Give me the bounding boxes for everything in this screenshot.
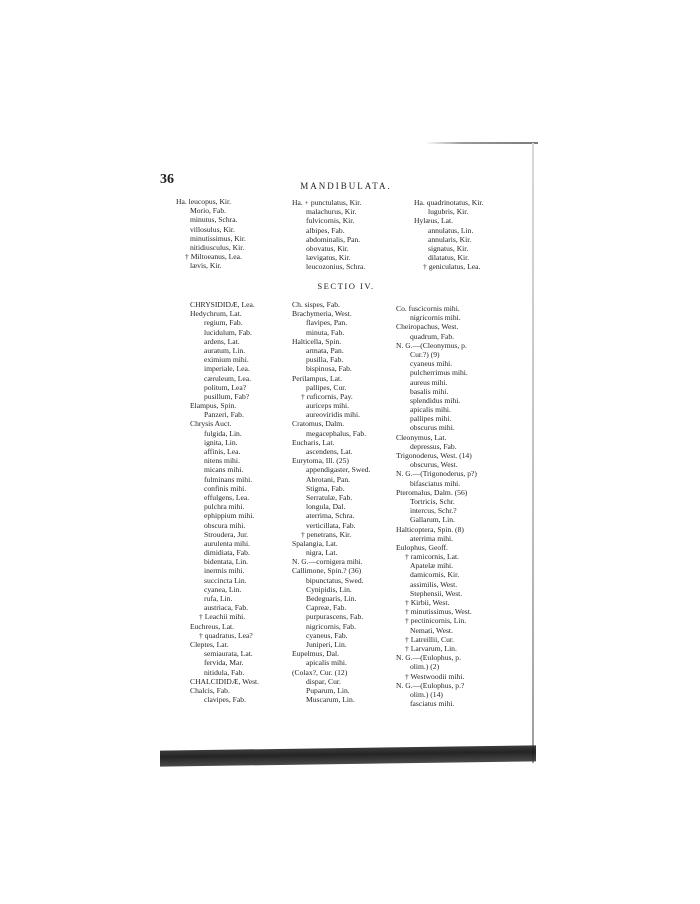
upper-column-2	[292, 198, 410, 272]
taxon-line: obovatus, Kir.	[306, 243, 349, 253]
taxon-line: † ruficornis, Pay.	[301, 391, 353, 401]
taxon-line: obscurus mihi.	[410, 423, 455, 433]
taxon-line: Stroudera, Jur.	[204, 529, 249, 539]
taxon-line: depressus, Fab.	[410, 441, 457, 451]
taxon-line: dispar, Cur.	[306, 676, 341, 686]
taxon-line: bifasciatus mihi.	[410, 478, 461, 488]
lower-column-3	[396, 304, 530, 708]
taxon-line: Ha. + punctulatus, Kir.	[292, 198, 362, 207]
taxon-line: fulgida, Lin.	[204, 428, 242, 438]
taxon-line: olim.) (14)	[410, 689, 443, 699]
section-title: SECTIO IV.	[317, 281, 375, 291]
taxon-line: cyanea, Lin.	[204, 584, 242, 594]
taxon-line: flavipes, Pan.	[306, 318, 348, 328]
taxon-line: nigra, Lat.	[306, 548, 338, 558]
taxon-line: signatus, Kir.	[428, 243, 469, 253]
upper-column-3	[414, 198, 530, 272]
taxon-line: olim.) (2)	[410, 662, 440, 672]
taxon-line: Eulophus, Geoff.	[396, 542, 448, 552]
taxon-line: verticillata, Fab.	[306, 520, 356, 530]
taxon-line: ignita, Lin.	[204, 437, 238, 447]
taxon-line: annularis, Kir.	[428, 234, 472, 244]
taxon-line: cyaneus, Fab.	[306, 630, 348, 640]
taxon-line: Nemati, West.	[410, 625, 453, 635]
taxon-line: clavipes, Fab.	[204, 695, 246, 705]
taxon-line: nitidula, Fab.	[204, 667, 245, 677]
lower-column-1	[190, 300, 294, 704]
taxon-line: fasciatus mihi.	[410, 699, 455, 709]
taxon-line: Cur.?) (9)	[410, 349, 440, 359]
taxon-line: armata, Pan.	[306, 345, 344, 355]
taxon-line: villosulus, Kir.	[190, 224, 235, 234]
taxon-line: ephippium mihi.	[204, 511, 255, 521]
taxon-line: auriceps mihi.	[306, 401, 350, 411]
taxon-line: malachurus, Kir.	[306, 207, 357, 217]
taxon-line: Morio, Fab.	[190, 206, 227, 216]
taxon-line: Apatelæ mihi.	[410, 561, 454, 571]
taxon-line: CHRYSIDIDÆ, Lea.	[190, 300, 255, 309]
taxon-line: aterrima mihi.	[410, 533, 454, 543]
taxon-line: nigricornis, Fab.	[306, 621, 356, 631]
taxon-line: damicornis, Kir.	[410, 570, 460, 580]
taxon-line: affinis, Lea.	[204, 447, 241, 456]
taxon-line: lucidulum, Fab.	[204, 327, 252, 337]
taxon-line: pallipes, Cur.	[306, 382, 347, 392]
taxon-line: ascendens, Lat.	[306, 447, 353, 456]
taxon-line: fulvicornis, Kir.	[306, 216, 355, 226]
taxon-line: † penetrans, Kir.	[301, 529, 352, 539]
taxon-line: ardens, Lat.	[204, 336, 240, 346]
taxon-line: N. G.—(Trigonoderus, p?)	[396, 469, 477, 479]
running-head: MANDIBULATA.	[300, 181, 392, 191]
taxon-line: purpurascens, Fab.	[306, 612, 364, 622]
taxon-line: semiaurata, Lat.	[204, 649, 253, 659]
taxon-line: regium, Fab.	[204, 318, 243, 328]
taxon-line: † Latreillii, Cur.	[405, 634, 454, 644]
taxon-line: nitidiusculus, Kir.	[190, 242, 245, 252]
taxon-line: pusilla, Fab.	[306, 355, 344, 365]
taxon-line: fervida, Mar.	[204, 658, 244, 668]
taxon-line: Juniperi, Lin.	[306, 639, 347, 649]
taxon-line: Ch. sispes, Fab.	[292, 300, 340, 309]
taxon-line: Brachymeria, West.	[292, 309, 352, 319]
taxon-line: assimilis, West.	[410, 579, 458, 589]
taxon-line: N. G.—(Eulophus, p.	[396, 653, 461, 663]
taxon-line: obscura mihi.	[204, 520, 246, 530]
taxon-line: nitens mihi.	[204, 456, 240, 466]
taxon-line: Ha. quadrinotatus, Kir.	[414, 198, 484, 207]
taxon-line: pulcherrimus mihi.	[410, 368, 468, 378]
taxon-line: leucozonius, Schra.	[306, 262, 366, 272]
taxon-line: † Leachii mihi.	[199, 612, 246, 622]
taxon-line: eximium mihi.	[204, 355, 249, 365]
taxon-line: Muscarum, Lin.	[306, 695, 355, 705]
taxon-line: intercus, Schr.?	[410, 506, 457, 516]
taxon-line: Co. fuscicornis mihi.	[396, 304, 460, 313]
taxon-line: N. G.—cornigera mihi.	[292, 557, 363, 567]
taxon-line: bidentata, Lin.	[204, 557, 249, 567]
taxon-line: quadrum, Fab.	[410, 331, 455, 341]
taxon-line: basalis mihi.	[410, 386, 449, 396]
taxon-line: minutus, Schra.	[190, 215, 238, 225]
taxon-line: nigricornis mihi.	[410, 313, 461, 323]
taxon-line: fulminans mihi.	[204, 474, 253, 484]
scan-right-edge	[532, 143, 534, 763]
taxon-line: inermis mihi.	[204, 566, 245, 576]
taxon-line: cæruleum, Lea.	[204, 373, 252, 383]
taxon-line: Cleptes, Lat.	[190, 639, 229, 649]
taxon-line: imperiale, Lea.	[204, 364, 250, 374]
taxon-line: Elampus, Spin.	[190, 401, 237, 411]
taxon-line: Tortricis, Schr.	[410, 496, 455, 506]
taxon-line: rufa, Lin.	[204, 594, 233, 603]
taxon-line: cyaneus mihi.	[410, 359, 453, 369]
taxon-line: Panzeri, Fab.	[204, 410, 244, 420]
taxon-line: Cratomus, Dalm.	[292, 419, 345, 429]
taxon-line: † quadratus, Lea?	[199, 630, 253, 640]
taxon-line: Hedychrum, Lat.	[190, 309, 242, 319]
taxon-line: bispinosa, Fab.	[306, 364, 352, 374]
book-page	[160, 144, 532, 748]
taxon-line: Serratulæ, Fab.	[306, 492, 353, 502]
taxon-line: minuta, Fab.	[306, 327, 345, 337]
taxon-line: † pectinicornis, Lin.	[405, 616, 467, 626]
taxon-line: † Westwoodii mihi.	[405, 671, 465, 681]
taxon-line: pallipes mihi.	[410, 414, 452, 424]
taxon-line: Hylæus, Lat.	[414, 216, 454, 226]
taxon-line: N. G.—(Cleonymus, p.	[396, 340, 467, 350]
upper-column-1	[176, 197, 288, 271]
taxon-line: † Larvarum, Lin.	[405, 643, 457, 653]
taxon-line: apicalis mihi.	[410, 405, 451, 415]
taxon-line: micans mihi.	[204, 465, 244, 475]
taxon-line: megacephalus, Fab.	[306, 428, 367, 438]
taxon-line: politum, Lea?	[204, 382, 247, 392]
taxon-line: Pteromalus, Dalm. (56)	[396, 487, 468, 497]
taxon-line: aureus mihi.	[410, 377, 448, 387]
taxon-line: austriaca, Fab.	[204, 603, 249, 613]
taxon-line: † Kirbii, West.	[405, 598, 450, 607]
taxon-line: Spalangia, Lat.	[292, 538, 338, 548]
taxon-line: † Miltoeanus, Lea.	[185, 252, 242, 262]
taxon-line: Callimone, Spin.? (36)	[292, 566, 362, 576]
taxon-line: auratum, Lin.	[204, 345, 246, 355]
taxon-line: lævis, Kir.	[190, 261, 222, 271]
taxon-line: Eurytoma, Ill. (25)	[292, 456, 349, 466]
taxon-line: aurulenta mihi.	[204, 538, 250, 548]
taxon-line: lugubris, Kir.	[428, 207, 469, 217]
taxon-line: Puparum, Lin.	[306, 685, 350, 695]
taxon-line: aureoviridis mihi.	[306, 410, 360, 420]
taxon-line: succincta Lin.	[204, 575, 247, 585]
taxon-line: effulgens, Lea.	[204, 492, 250, 502]
taxon-line: Cynipidis, Lin.	[306, 584, 352, 594]
taxon-line: Eucharis, Lat.	[292, 437, 335, 447]
taxon-line: Ha. leucopus, Kir.	[176, 197, 232, 206]
taxon-line: bipunctatus, Swed.	[306, 575, 364, 585]
taxon-line: aterrima, Schra.	[306, 511, 355, 521]
taxon-line: pusillum, Fab?	[204, 391, 250, 401]
taxon-line: (Colax?, Cur. (12)	[292, 667, 348, 677]
taxon-line: Stigma, Fab.	[306, 483, 345, 493]
taxon-line: dimidiata, Fab.	[204, 548, 250, 558]
lower-column-2	[292, 300, 404, 704]
taxon-line: pulchra mihi.	[204, 502, 245, 512]
taxon-line: longula, Dal.	[306, 502, 346, 512]
taxon-line: CHALCIDIDÆ, West.	[190, 676, 260, 686]
taxon-line: Bedeguaris, Lin.	[306, 594, 357, 603]
taxon-line: appendigaster, Swed.	[306, 465, 371, 475]
taxon-line: † geniculatus, Lea.	[423, 262, 481, 272]
taxon-line: Capreæ, Fab.	[306, 603, 347, 613]
taxon-line: Chrysis Auct.	[190, 419, 232, 429]
taxon-line: confinis mihi.	[204, 483, 247, 493]
taxon-line: Trigonoderus, West. (14)	[396, 451, 472, 460]
taxon-line: † ramicornis, Lat.	[405, 552, 459, 562]
page-number: 36	[160, 172, 174, 187]
taxon-line: dilatatus, Kir.	[428, 253, 470, 263]
taxon-line: Euchreus, Lat.	[190, 621, 235, 631]
taxon-line: Perilampus, Lat.	[292, 373, 342, 383]
taxon-line: Eupelmus, Dal.	[292, 649, 340, 659]
taxon-line: lævigatus, Kir.	[306, 253, 351, 263]
taxon-line: Halticoptera, Spin. (8)	[396, 524, 464, 534]
taxon-line: Gallarum, Lin.	[410, 515, 455, 525]
taxon-line: Chalcis, Fab.	[190, 685, 230, 695]
taxon-line: minutissimus, Kir.	[190, 233, 246, 243]
taxon-line: splendidus mihi.	[410, 395, 461, 405]
taxon-line: Cheiropachus, West.	[396, 322, 459, 332]
taxon-line: † minutissimus, West.	[405, 607, 472, 617]
taxon-line: Cleonymus, Lat.	[396, 432, 447, 442]
taxon-line: Halticella, Spin.	[292, 336, 342, 346]
taxon-line: albipes, Fab.	[306, 225, 345, 235]
taxon-line: obscurus, West.	[410, 460, 458, 470]
taxon-line: abdominalis, Pan.	[306, 234, 361, 244]
taxon-line: N. G.—(Eulophus, p.?	[396, 680, 465, 690]
scan-bottom-edge	[160, 745, 536, 766]
taxon-line: apicalis mihi.	[306, 658, 347, 668]
taxon-line: Stephensii, West.	[410, 588, 463, 598]
taxon-line: Abrotani, Pan.	[306, 474, 351, 484]
taxon-line: annulatus, Lin.	[428, 225, 474, 235]
